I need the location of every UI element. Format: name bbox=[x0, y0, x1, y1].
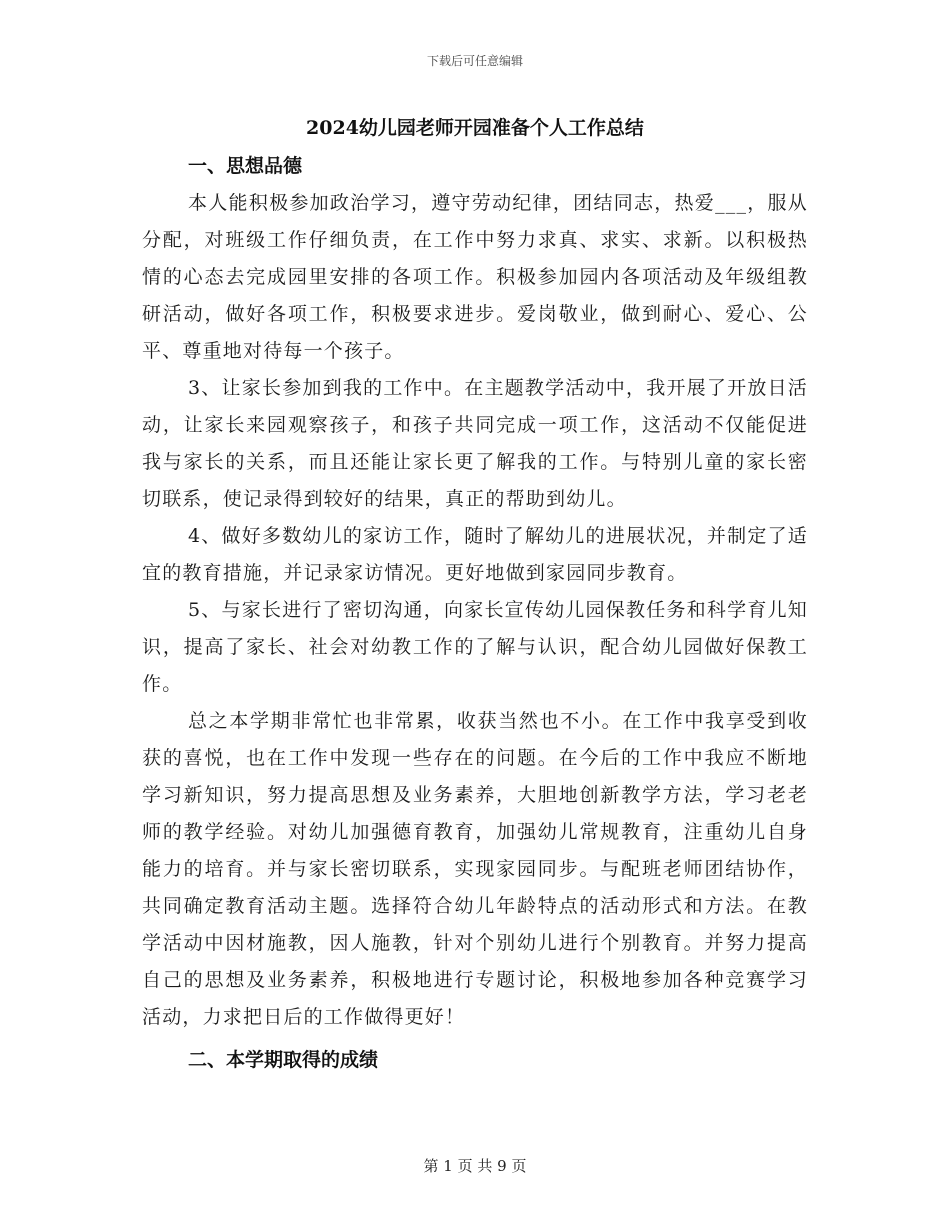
page-header-note: 下载后可任意编辑 bbox=[426, 54, 523, 68]
paragraph-2: 3、让家长参加到我的工作中。在主题教学活动中，我开展了开放日活动，让家长来园观察孩子，和孩子共同完成一项工作，这活动不仅能促进我与家长的关系，而且还能让家长更了解我的工作。与特别儿童的家长密切联系，使记录得到较好的结果，真正的帮助到幼儿。 bbox=[142, 377, 808, 510]
section-heading-2: 二、本学期取得的成绩 bbox=[188, 1049, 379, 1071]
page-number: 第 1 页 共 9 页 bbox=[423, 1157, 527, 1175]
paragraph-4: 5、与家长进行了密切沟通，向家长宣传幼儿园保教任务和科学育儿知识，提高了家长、社会对幼教工作的了解与认识，配合幼儿园做好保教工作。 bbox=[142, 599, 808, 695]
document-title: 2024幼儿园老师开园准备个人工作总结 bbox=[306, 117, 644, 139]
document-body bbox=[142, 150, 808, 1076]
paragraph-1: 本人能积极参加政治学习，遵守劳动纪律，团结同志，热爱___，服从分配，对班级工作仔细负责，在工作中努力求真、求实、求新。以积极热情的心态去完成园里安排的各项工作。积极参加园内各项活动及年级组教研活动，做好各项工作，积极要求进步。爱岗敬业，做到耐心、爱心、公平、尊重地对待每一个孩子。 bbox=[142, 192, 808, 362]
section-heading-1: 一、思想品德 bbox=[188, 155, 303, 177]
paragraph-3: 4、做好多数幼儿的家访工作，随时了解幼儿的进展状况，并制定了适宜的教育措施，并记录家访情况。更好地做到家园同步教育。 bbox=[142, 525, 808, 584]
paragraph-5: 总之本学期非常忙也非常累，收获当然也不小。在工作中我享受到收获的喜悦，也在工作中发现一些存在的问题。在今后的工作中我应不断地学习新知识，努力提高思想及业务素养，大胆地创新教学方法，学习老老师的教学经验。对幼儿加强德育教育，加强幼儿常规教育，注重幼儿自身能力的培育。并与家长密切联系，实现家园同步。与配班老师团结协作，共同确定教育活动主题。选择符合幼儿年龄特点的活动形式和方法。在教学活动中因材施教，因人施教，针对个别幼儿进行个别教育。并努力提高自己的思想及业务素养，积极地进行专题讨论，积极地参加各种竞赛学习活动，力求把日后的工作做得更好！ bbox=[142, 710, 808, 1028]
